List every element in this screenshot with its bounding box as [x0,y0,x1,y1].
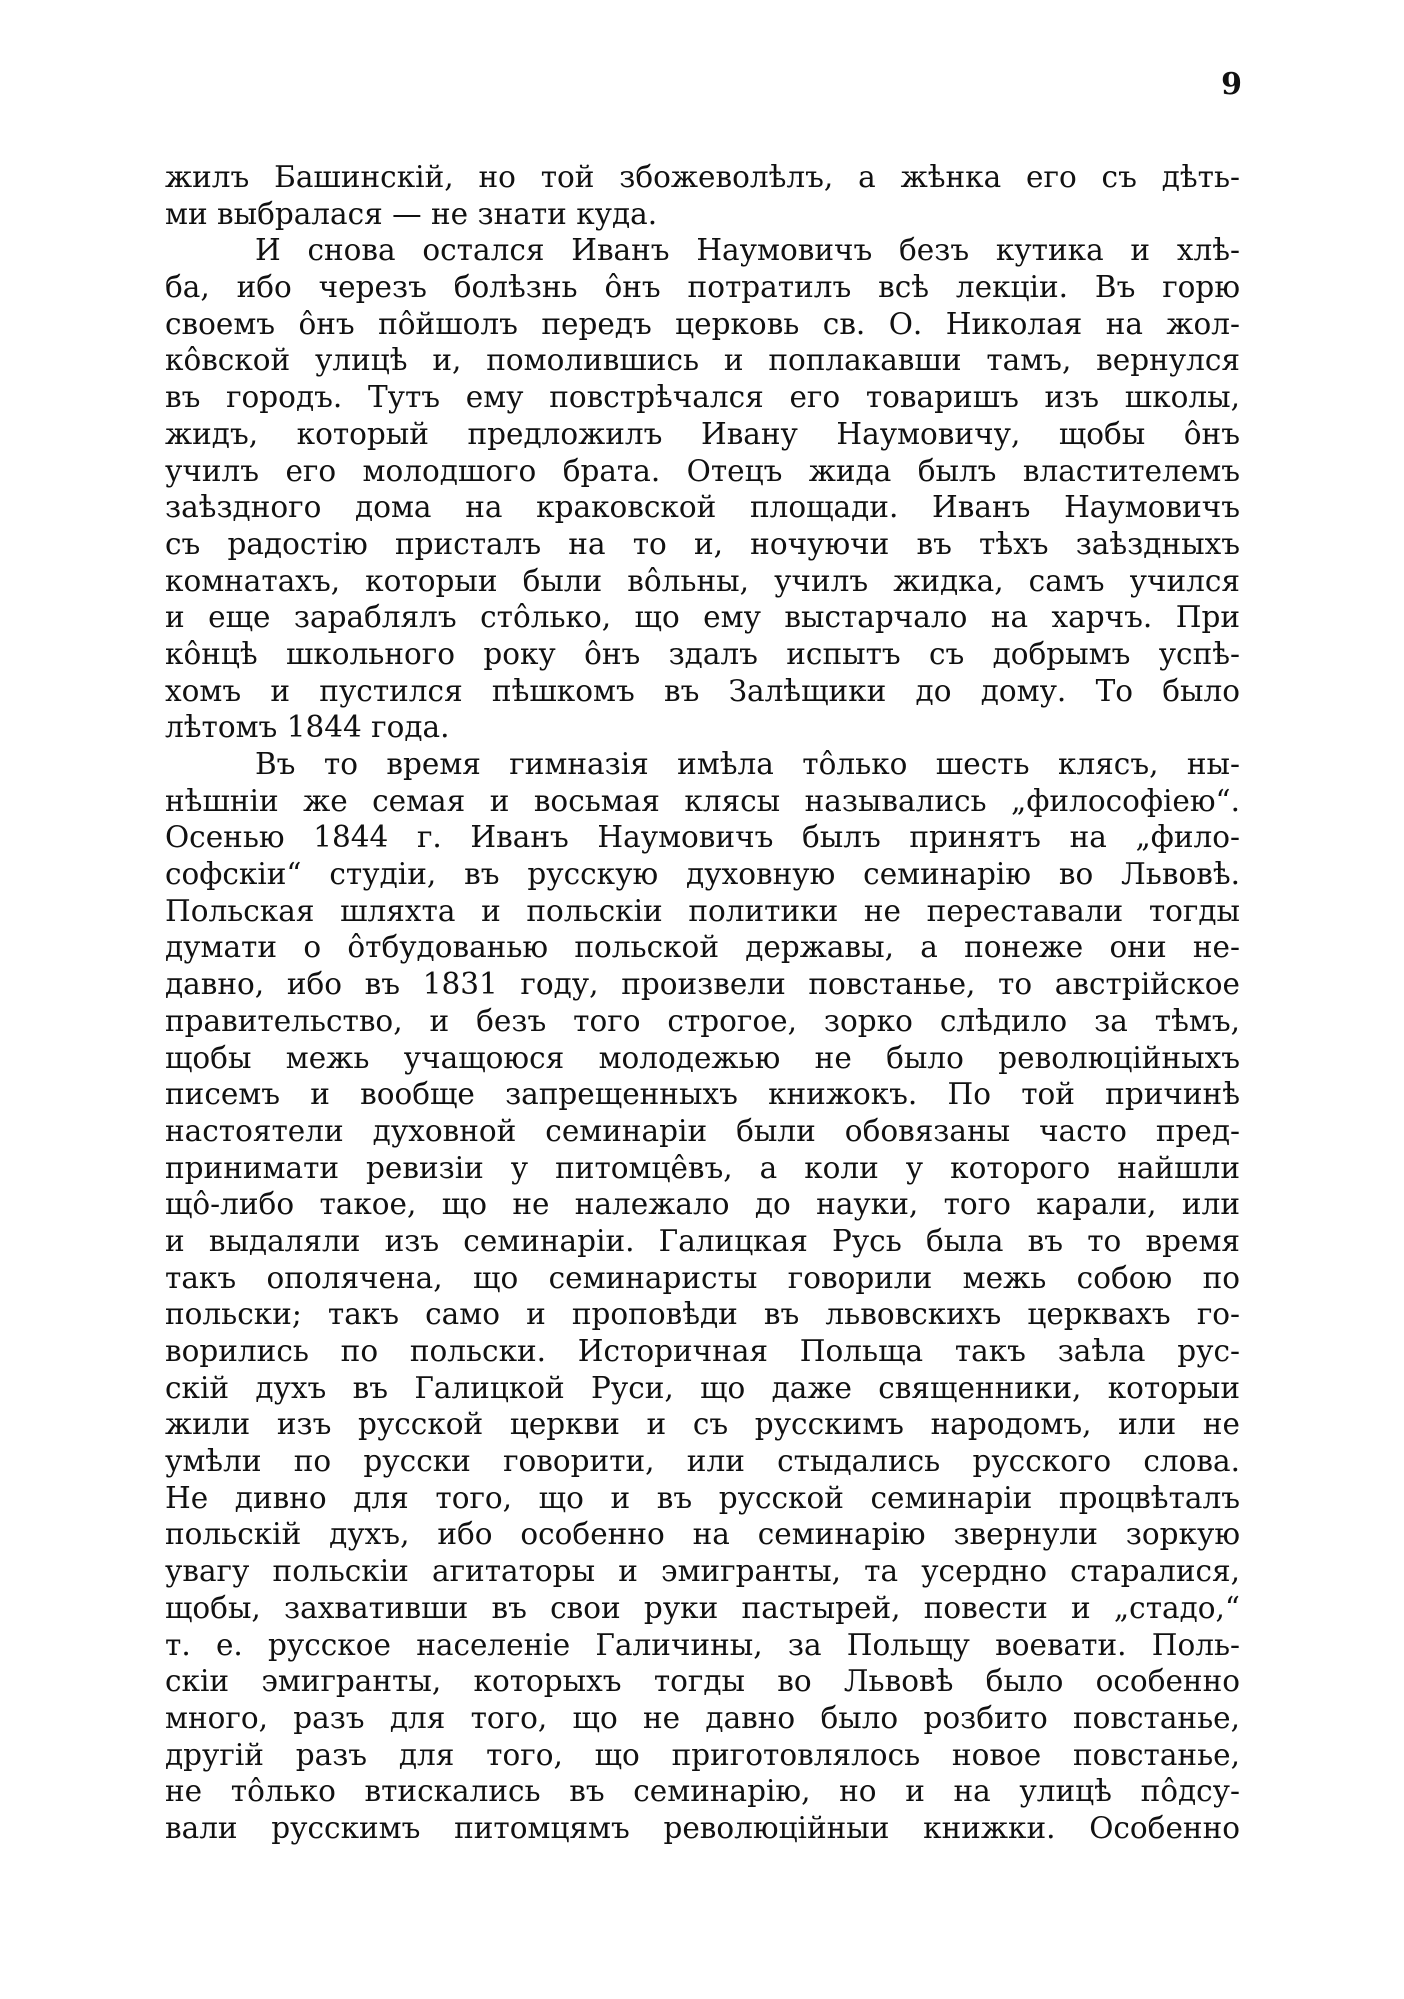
text-line: кôнцѣ школьного року ôнъ здалъ испытъ съ добрымъ успѣ- [165,636,1240,671]
text-line: писемъ и вообще запрещенныхъ книжокъ. По той причинѣ [165,1077,1240,1112]
text-line: софскіи“ студіи, въ русскую духовную семинарію во Львовѣ. [165,857,1240,892]
text-line: Польская шляхта и польскіи политики не переставали тогды [165,893,1240,928]
text-line: кôвской улицѣ и, помолившись и поплакавши тамъ, вернулся [165,343,1240,378]
text-line: давно, ибо въ 1831 году, произвели повстанье, то австрійское [165,967,1240,1002]
text-line: скій духъ въ Галицкой Руси, що даже священники, которыи [165,1370,1240,1405]
text-line: правительство, и безъ того строгое, зорко слѣдило за тѣмъ, [165,1003,1240,1038]
text-line: жилъ Башинскій, но той збожеволѣлъ, а жѣнка его съ дѣть- [165,160,1240,194]
text-line: Осенью 1844 г. Иванъ Наумовичъ былъ принятъ на „фило- [165,820,1240,855]
text-line: другій разъ для того, що приготовлялось новое повстанье, [165,1737,1240,1772]
text-line: ба, ибо черезъ болѣзнь ôнъ потратилъ всѣ лекціи. Въ горю [165,270,1240,305]
text-line: заѣздного дома на краковской площади. Иванъ Наумовичъ [165,490,1240,525]
text-line: Въ то время гимназія имѣла тôлько шесть клясъ, ны- [255,747,1240,781]
text-line: хомъ и пустился пѣшкомъ въ Залѣщики до дому. То было [165,673,1240,708]
text-line: ворились по польски. Историчная Польща такъ заѣла рус- [165,1334,1240,1368]
page-number: 9 [1221,67,1242,102]
text-line: нѣшніи же семая и восьмая клясы назывались „философіею“. [165,783,1240,818]
text-line: съ радостію присталъ на то и, ночуючи въ тѣхъ заѣздныхъ [165,526,1240,561]
text-line: и еще зараблялъ стôлько, що ему выстарчало на харчъ. При [165,600,1240,635]
text-line: умѣли по русски говорити, или стыдались русского слова. [165,1444,1240,1479]
text-line: вали русскимъ питомцямъ революційныи книжки. Особенно [165,1810,1240,1845]
text-line: щô-либо такое, що не належало до науки, того карали, или [165,1187,1240,1222]
text-line: принимати ревизіи у питомцêвъ, а коли у которого найшли [165,1150,1240,1185]
text-line: польски; такъ само и проповѣди въ львовскихъ церквахъ го- [165,1297,1240,1332]
text-line: т. е. русское населеніе Галичины, за Польщу воевати. Поль- [165,1627,1240,1662]
text-line: настоятели духовной семинаріи были обовязаны часто пред- [165,1113,1240,1148]
text-line: лѣтомъ 1844 года. [165,710,450,745]
text-line: комнатахъ, которыи были вôльны, училъ жидка, самъ учился [165,563,1240,598]
text-line: польскій духъ, ибо особенно на семинарію звернули зоркую [165,1517,1240,1552]
text-line: училъ его молодшого брата. Отецъ жида былъ властителемъ [165,453,1240,488]
text-line: скіи эмигранты, которыхъ тогды во Львовѣ было особенно [165,1664,1240,1699]
text-line: и выдаляли изъ семинаріи. Галицкая Русь была въ то время [165,1223,1240,1258]
text-line: не тôлько втискались въ семинарію, но и на улицѣ пôдсу- [165,1774,1240,1809]
text-line: въ городъ. Тутъ ему повстрѣчался его товаришъ изъ школы, [165,380,1240,415]
text-line: Не дивно для того, що и въ русской семинаріи процвѣталъ [165,1480,1240,1515]
text-line: думати о ôтбудованью польской державы, а понеже они не- [165,930,1240,965]
text-line: щобы, захвативши въ свои руки пастырей, повести и „стадо,“ [165,1590,1240,1625]
body-text [165,159,1240,1847]
text-line: жили изъ русской церкви и съ русскимъ народомъ, или не [165,1407,1240,1442]
text-line: увагу польскіи агитаторы и эмигранты, та усердно старалися, [165,1554,1240,1589]
text-line: щобы межь учащоюся молодежью не было революційныхъ [165,1040,1240,1075]
text-line: жидъ, который предложилъ Ивану Наумовичу, щобы ôнъ [165,416,1240,451]
text-line: своемъ ôнъ пôйшолъ передъ церковь св. О. Николая на жол- [165,306,1240,341]
text-line: ми выбралася — не знати куда. [165,196,658,231]
text-line: много, разъ для того, що не давно было розбито повстанье, [165,1700,1240,1735]
text-line: такъ ополячена, що семинаристы говорили межь собою по [165,1260,1240,1295]
text-line: И снова остался Иванъ Наумовичъ безъ кутика и хлѣ- [255,233,1240,268]
